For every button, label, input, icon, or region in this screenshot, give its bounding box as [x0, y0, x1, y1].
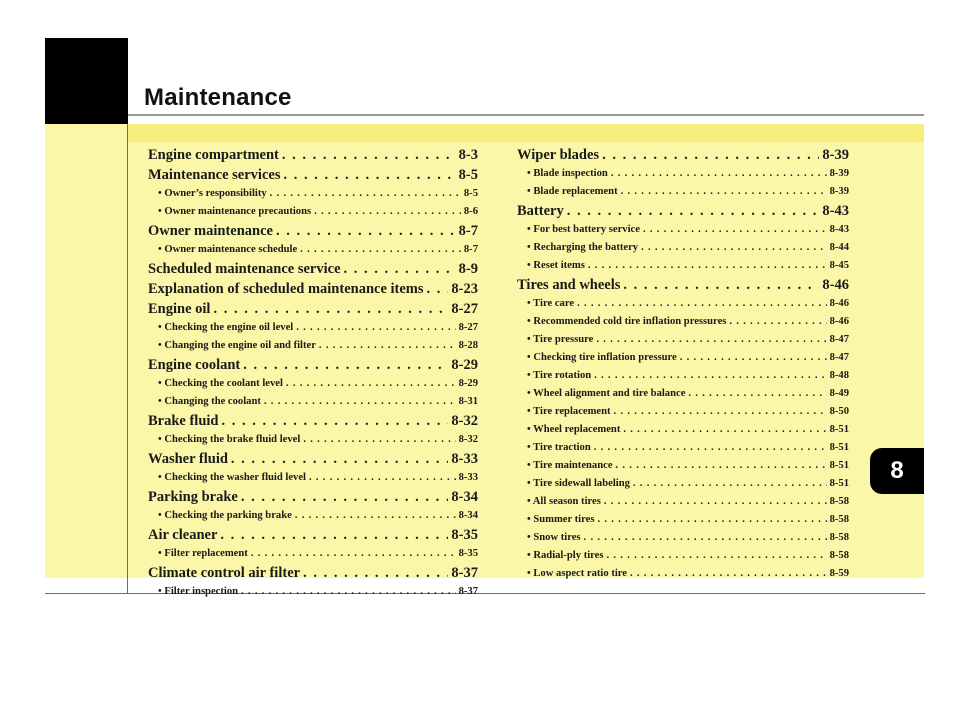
toc-dot-leader: [270, 185, 461, 203]
toc-entry-label: • Checking the washer fluid level: [158, 472, 307, 483]
toc-entry-label: Scheduled maintenance service: [148, 261, 341, 277]
toc-page-number: 8-34: [451, 489, 478, 505]
toc-entry-label: Maintenance services: [148, 167, 281, 183]
toc-entry[interactable]: [148, 487, 478, 507]
toc-page-number: 8-47: [829, 352, 849, 363]
page-title: Maintenance: [144, 84, 292, 111]
toc-entry-label: • Tire rotation: [527, 370, 592, 381]
toc-dot-leader: [641, 239, 826, 257]
toc-page-number: 8-37: [458, 586, 478, 597]
toc-entry-label: • Owner maintenance schedule: [158, 244, 298, 255]
toc-entry-label: • Reset items: [527, 260, 585, 271]
toc-page-number: 8-51: [829, 442, 849, 453]
toc-dot-leader: [621, 183, 827, 201]
toc-page-number: 8-27: [458, 322, 478, 333]
toc-subentry[interactable]: [517, 257, 849, 275]
toc-dot-leader: [594, 367, 826, 385]
toc-page-number: 8-49: [829, 388, 849, 399]
toc-dot-leader: [729, 313, 826, 331]
toc-subentry[interactable]: [148, 393, 478, 411]
toc-entry-label: • Blade replacement: [527, 186, 618, 197]
toc-entry[interactable]: [148, 299, 478, 319]
toc-subentry[interactable]: [517, 421, 849, 439]
toc-entry-label: Parking brake: [148, 489, 238, 505]
toc-entry-label: • Checking the engine oil level: [158, 322, 294, 333]
toc-entry[interactable]: [148, 259, 478, 279]
toc-entry-label: • Filter inspection: [158, 586, 239, 597]
toc-subentry[interactable]: [517, 295, 849, 313]
toc-dot-leader: [286, 375, 456, 393]
toc-entry-label: • For best battery service: [527, 224, 640, 235]
toc-subentry[interactable]: [517, 457, 849, 475]
toc-page-number: 8-39: [829, 186, 849, 197]
toc-subentry[interactable]: [517, 475, 849, 493]
toc-subentry[interactable]: [148, 319, 478, 337]
toc-dot-leader: [614, 403, 827, 421]
toc-subentry[interactable]: [148, 431, 478, 449]
toc-entry-label: Air cleaner: [148, 527, 218, 543]
toc-subentry[interactable]: [517, 403, 849, 421]
toc-entry-label: Washer fluid: [148, 451, 228, 467]
toc-entry[interactable]: [148, 563, 478, 583]
toc-entry-label: Engine oil: [148, 301, 211, 317]
toc-entry[interactable]: [517, 201, 849, 221]
toc-dot-leader: [596, 331, 826, 349]
left-margin-panel: [45, 124, 127, 578]
margin-divider: [127, 124, 128, 594]
toc-dot-leader: [213, 299, 448, 319]
toc-page-number: 8-44: [829, 242, 849, 253]
toc-page-number: 8-51: [829, 460, 849, 471]
toc-entry[interactable]: [148, 525, 478, 545]
toc-entry-label: • Wheel alignment and tire balance: [527, 388, 686, 399]
toc-entry-label: Owner maintenance: [148, 223, 273, 239]
toc-page-number: 8-59: [829, 568, 849, 579]
toc-entry-label: • Checking the brake fluid level: [158, 434, 301, 445]
toc-page-number: 8-51: [829, 424, 849, 435]
toc-page-number: 8-23: [451, 281, 478, 297]
toc-entry-label: • Checking the parking brake: [158, 510, 292, 521]
toc-dot-leader: [295, 507, 456, 525]
toc-entry-label: • Tire maintenance: [527, 460, 613, 471]
toc-dot-leader: [241, 583, 456, 601]
toc-dot-leader: [630, 565, 827, 583]
toc-page-number: 8-51: [829, 478, 849, 489]
toc-page-number: 8-46: [829, 316, 849, 327]
toc-page-number: 8-58: [829, 532, 849, 543]
toc-subentry[interactable]: [517, 439, 849, 457]
contents-header-band: [128, 124, 924, 142]
toc-page-number: 8-28: [458, 340, 478, 351]
toc-page-number: 8-33: [458, 472, 478, 483]
chapter-badge: 8: [870, 448, 924, 494]
toc-page-number: 8-5: [458, 167, 478, 183]
toc-subentry[interactable]: [517, 385, 849, 403]
toc-entry-label: Engine compartment: [148, 147, 279, 163]
toc-entry-label: • Tire replacement: [527, 406, 611, 417]
toc-page-number: 8-37: [451, 565, 478, 581]
toc-subentry[interactable]: [148, 583, 478, 601]
toc-dot-leader: [303, 431, 455, 449]
toc-dot-leader: [643, 221, 827, 239]
toc-dot-leader: [241, 487, 449, 507]
toc-entry[interactable]: [148, 279, 478, 299]
title-rule: [128, 114, 924, 116]
toc-subentry[interactable]: [517, 331, 849, 349]
toc-page-number: 8-58: [829, 550, 849, 561]
toc-subentry[interactable]: [517, 239, 849, 257]
toc-subentry[interactable]: [517, 565, 849, 583]
toc-entry-label: • Blade inspection: [527, 168, 608, 179]
toc-entry-label: • Owner’s responsibility: [158, 188, 267, 199]
toc-entry-label: Explanation of scheduled maintenance items: [148, 281, 424, 297]
toc-dot-leader: [577, 295, 827, 313]
toc-page-number: 8-7: [458, 223, 478, 239]
toc-page-number: 8-32: [458, 434, 478, 445]
toc-dot-leader: [594, 439, 827, 457]
toc-subentry[interactable]: [148, 507, 478, 525]
toc-dot-leader: [319, 337, 456, 355]
toc-subentry[interactable]: [148, 337, 478, 355]
toc-entry-label: Wiper blades: [517, 147, 600, 163]
toc-page-number: 8-31: [458, 396, 478, 407]
toc-entry[interactable]: [148, 145, 478, 165]
toc-page-number: 8-47: [829, 334, 849, 345]
toc-entry[interactable]: [148, 411, 478, 431]
toc-entry-label: • Snow tires: [527, 532, 581, 543]
toc-entry-label: • Summer tires: [527, 514, 595, 525]
toc-entry[interactable]: [148, 221, 478, 241]
toc-dot-leader: [616, 457, 827, 475]
toc-entry-label: • Changing the engine oil and filter: [158, 340, 316, 351]
toc-subentry[interactable]: [517, 547, 849, 565]
toc-entry-label: • Checking the coolant level: [158, 378, 283, 389]
toc-page-number: 8-39: [829, 168, 849, 179]
toc-page-number: 8-34: [458, 510, 478, 521]
toc-dot-leader: [309, 469, 456, 487]
toc-page-number: 8-58: [829, 514, 849, 525]
toc-page-number: 8-43: [822, 203, 849, 219]
toc-entry[interactable]: [517, 275, 849, 295]
toc-dot-leader: [623, 421, 826, 439]
toc-column-left: [148, 145, 478, 601]
toc-dot-leader: [688, 385, 826, 403]
toc-page-number: 8-5: [463, 188, 478, 199]
toc-dot-leader: [567, 201, 820, 221]
toc-column-right: [517, 145, 849, 583]
toc-subentry[interactable]: [148, 375, 478, 393]
toc-dot-leader: [584, 529, 827, 547]
toc-page-number: 8-39: [822, 147, 849, 163]
toc-subentry[interactable]: [517, 313, 849, 331]
toc-dot-leader: [282, 145, 456, 165]
toc-subentry[interactable]: [148, 545, 478, 563]
toc-page-number: 8-29: [458, 378, 478, 389]
toc-subentry[interactable]: [517, 493, 849, 511]
toc-dot-leader: [623, 275, 819, 295]
toc-page-number: 8-29: [451, 357, 478, 373]
toc-page-number: 8-46: [829, 298, 849, 309]
toc-subentry[interactable]: [148, 469, 478, 487]
toc-page-number: 8-3: [458, 147, 478, 163]
toc-dot-leader: [296, 319, 455, 337]
toc-subentry[interactable]: [517, 529, 849, 547]
toc-entry[interactable]: [148, 449, 478, 469]
toc-page-number: 8-58: [829, 496, 849, 507]
toc-entry-label: • All season tires: [527, 496, 601, 507]
toc-dot-leader: [604, 493, 827, 511]
toc-dot-leader: [243, 355, 448, 375]
toc-subentry[interactable]: [517, 349, 849, 367]
toc-subentry[interactable]: [517, 511, 849, 529]
toc-dot-leader: [222, 411, 449, 431]
toc-dot-leader: [251, 545, 456, 563]
toc-dot-leader: [602, 145, 819, 165]
toc-entry-label: • Tire traction: [527, 442, 591, 453]
toc-entry[interactable]: [517, 145, 849, 165]
toc-dot-leader: [300, 241, 461, 259]
toc-entry-label: Climate control air filter: [148, 565, 301, 581]
toc-dot-leader: [303, 563, 448, 583]
toc-entry-label: • Low aspect ratio tire: [527, 568, 628, 579]
toc-entry-label: • Recharging the battery: [527, 242, 639, 253]
toc-dot-leader: [607, 547, 827, 565]
toc-entry[interactable]: [148, 355, 478, 375]
toc-page-number: 8-50: [829, 406, 849, 417]
toc-subentry[interactable]: [517, 183, 849, 201]
toc-dot-leader: [344, 259, 456, 279]
toc-subentry[interactable]: [517, 165, 849, 183]
toc-page-number: 8-7: [463, 244, 478, 255]
toc-dot-leader: [314, 203, 461, 221]
toc-dot-leader: [283, 165, 455, 185]
toc-entry-label: • Wheel replacement: [527, 424, 621, 435]
toc-page-number: 8-27: [451, 301, 478, 317]
section-tab-block: [45, 38, 128, 124]
toc-page-number: 8-43: [829, 224, 849, 235]
toc-page-number: 8-9: [458, 261, 478, 277]
toc-subentry[interactable]: [148, 185, 478, 203]
toc-dot-leader: [220, 525, 448, 545]
toc-page-number: 8-45: [829, 260, 849, 271]
toc-subentry[interactable]: [148, 241, 478, 259]
toc-subentry[interactable]: [148, 203, 478, 221]
toc-page-number: 8-35: [451, 527, 478, 543]
toc-entry-label: • Checking tire inflation pressure: [527, 352, 677, 363]
toc-dot-leader: [633, 475, 827, 493]
toc-dot-leader: [611, 165, 827, 183]
toc-entry-label: • Tire pressure: [527, 334, 594, 345]
toc-dot-leader: [588, 257, 827, 275]
toc-entry[interactable]: [148, 165, 478, 185]
toc-entry-label: • Tire care: [527, 298, 575, 309]
toc-entry-label: • Tire sidewall labeling: [527, 478, 630, 489]
toc-entry-label: • Recommended cold tire inflation pressures: [527, 316, 727, 327]
toc-entry-label: Battery: [517, 203, 564, 219]
toc-subentry[interactable]: [517, 221, 849, 239]
toc-page-number: 8-46: [822, 277, 849, 293]
toc-page-number: 8-48: [829, 370, 849, 381]
toc-page-number: 8-32: [451, 413, 478, 429]
toc-dot-leader: [231, 449, 449, 469]
toc-subentry[interactable]: [517, 367, 849, 385]
toc-page-number: 8-6: [463, 206, 478, 217]
toc-dot-leader: [264, 393, 456, 411]
toc-entry-label: • Radial-ply tires: [527, 550, 604, 561]
toc-entry-label: • Owner maintenance precautions: [158, 206, 312, 217]
toc-entry-label: • Changing the coolant: [158, 396, 261, 407]
toc-entry-label: • Filter replacement: [158, 548, 248, 559]
toc-entry-label: Tires and wheels: [517, 277, 621, 293]
toc-dot-leader: [680, 349, 827, 367]
toc-entry-label: Engine coolant: [148, 357, 241, 373]
toc-dot-leader: [597, 511, 826, 529]
toc-page-number: 8-35: [458, 548, 478, 559]
toc-page-number: 8-33: [451, 451, 478, 467]
toc-dot-leader: [427, 279, 449, 299]
toc-dot-leader: [276, 221, 456, 241]
toc-entry-label: Brake fluid: [148, 413, 219, 429]
